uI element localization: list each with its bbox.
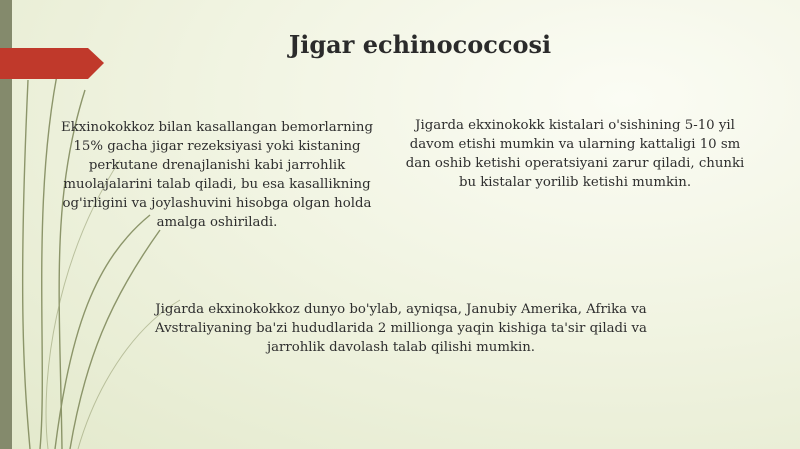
stem-1 [40, 60, 60, 449]
stem-2 [55, 215, 150, 449]
paragraph-right: Jigarda ekxinokokk kistalari o'sishining 5-10 yil davom etishi mumkin va ularning kattaligi 10 sm dan oshib ketishi operatsiyani zarur qiladi, chunki bu kistalar yorilib ketishi mumkin. [405, 118, 745, 190]
slide-title: Jigar echinococcosi [288, 30, 552, 59]
paragraph-bottom: Jigarda ekxinokokkoz dunyo bo'ylab, ayniqsa, Janubiy Amerika, Afrika va Avstraliyaning ba'zi hududlarida 2 millionga yaqin kishiga ta'sir qiladi va jarrohlik davolash talab qilishi mumkin. [155, 302, 647, 355]
left-bar [0, 0, 12, 449]
stem-4 [23, 80, 30, 449]
paragraph-left: Ekxinokokkoz bilan kasallangan bemorlarning 15% gacha jigar rezeksiyasi yoki kistaning perkutane drenajlanishi kabi jarrohlik muolajalarini talab qiladi, bu esa kasallikning og'irligini va joylashuvini hisobga olgan holda amalga oshiriladi. [61, 120, 373, 230]
